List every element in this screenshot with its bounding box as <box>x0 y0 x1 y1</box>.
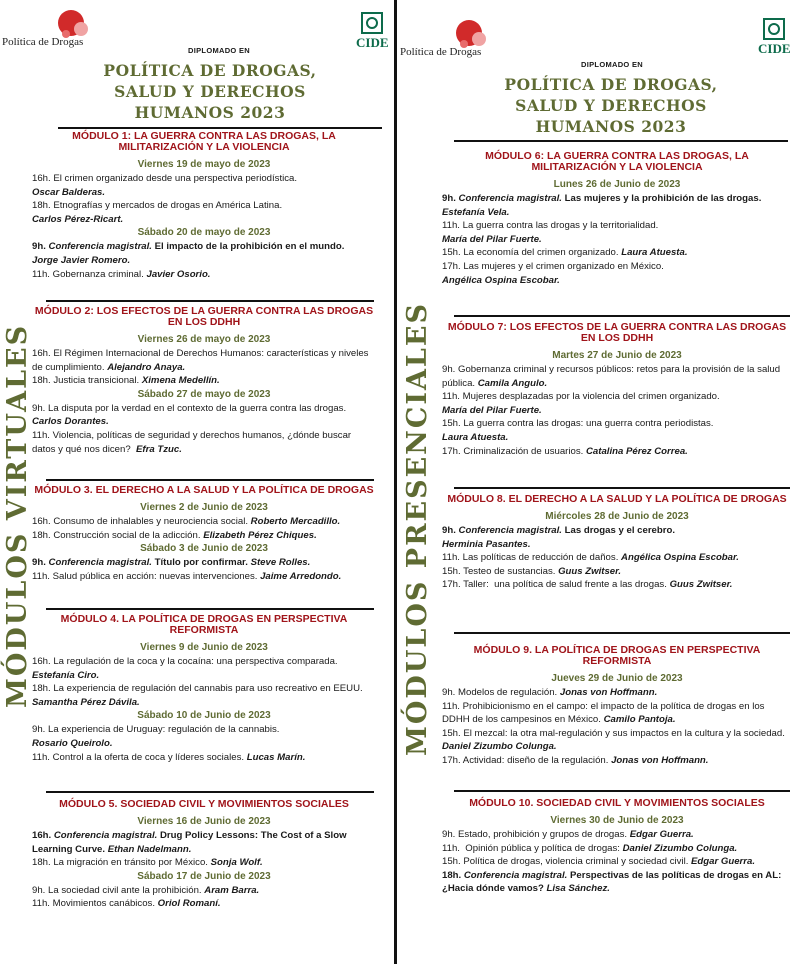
speaker-name: Jonas von Hoffmann. <box>611 754 709 766</box>
session-line <box>442 192 792 219</box>
speaker-name: Daniel Zizumbo Colunga. <box>622 842 738 854</box>
speaker-name: Elizabeth Pérez Chiques. <box>203 529 317 541</box>
module-divider <box>46 608 374 610</box>
module-divider <box>454 315 790 317</box>
module-title: MÓDULO 8. EL DERECHO A LA SALUD Y LA POLÍTICA DE DROGAS <box>447 493 787 505</box>
module-divider <box>46 300 374 302</box>
session-text: 18h. Etnografías y mercados de drogas en América Latina. <box>32 200 283 212</box>
session-text: 9h. <box>442 193 459 204</box>
keynote-label: Conferencia magistral. <box>53 830 158 841</box>
session-line <box>442 246 792 260</box>
speaker-name: Laura Atuesta. <box>621 247 688 259</box>
session-line <box>442 445 792 459</box>
session-line <box>442 700 792 727</box>
session-line <box>442 363 792 390</box>
session-line <box>32 737 376 751</box>
speaker-name: Rosario Queirolo. <box>32 737 113 749</box>
session-text: Las drogas y el cerebro. <box>561 525 676 536</box>
session-line <box>442 417 792 431</box>
speaker-name: Estefanía Ciro. <box>32 669 100 681</box>
politica-de-drogas-logo <box>400 18 510 62</box>
logo-text: Política de Drogas <box>2 36 84 48</box>
session-text: 17h. Las mujeres y el crimen organizado en México. <box>442 260 664 272</box>
session-line <box>32 429 376 456</box>
session-line <box>442 754 792 768</box>
module-divider <box>46 479 374 481</box>
session-text: 18h. Justicia transicional. <box>32 375 142 387</box>
session-line <box>32 669 376 683</box>
module-10 <box>442 798 792 896</box>
title-rule <box>454 140 788 142</box>
speaker-name: Herminia Pasantes. <box>442 538 531 550</box>
speaker-name: Carlos Dorantes. <box>32 416 109 428</box>
speaker-name: Aram Barra. <box>204 884 260 896</box>
side-label-virtuales: MÓDULOS VIRTUALES <box>2 323 33 708</box>
session-line <box>32 655 376 669</box>
session-line <box>32 570 376 584</box>
session-text: 9h. <box>32 557 49 569</box>
session-date: Jueves 29 de Junio de 2023 <box>551 673 683 684</box>
title-line: HUMANOS 2023 <box>535 117 687 136</box>
session-text: Título por confirmar. <box>151 557 251 569</box>
title-line: POLÍTICA DE DROGAS, <box>103 61 317 80</box>
speaker-name: Steve Rolles. <box>250 557 311 569</box>
session-text: 16h. Consumo de inhalables y neurociencia social. <box>32 516 251 527</box>
module-title: MÓDULO 9. LA POLÍTICA DE DROGAS EN PERSPECTIVA REFORMISTA <box>473 644 761 667</box>
speaker-name: Lucas Marín. <box>246 751 306 763</box>
speaker-name: Ximena Medellín. <box>141 375 220 387</box>
title-line: SALUD Y DERECHOS <box>515 96 707 115</box>
session-text: 11h. Gobernanza criminal. <box>32 268 147 280</box>
session-line <box>442 565 792 579</box>
session-line <box>32 751 376 765</box>
session-date: Viernes 30 de Junio de 2023 <box>550 815 684 826</box>
session-text: 16h. El crimen organizado desde una perspectiva periodística. <box>32 173 298 184</box>
session-line <box>442 686 792 700</box>
session-text: 15h. El mezcal: la otra mal-regulación y sus impactos en la cultura y la sociedad. <box>442 727 788 739</box>
module-title: MÓDULO 5. SOCIEDAD CIVIL Y MOVIMIENTOS SOCIALES <box>59 798 349 810</box>
session-text: 18h. <box>442 869 464 881</box>
session-line <box>32 254 376 268</box>
speaker-name: Guus Zwitser. <box>669 579 733 591</box>
session-line <box>442 828 792 842</box>
module-7 <box>442 322 792 458</box>
cide-emblem-icon <box>361 12 383 34</box>
session-date: Sábado 10 de Junio de 2023 <box>137 710 271 722</box>
session-text: 9h. Gobernanza criminal y recursos públicos: retos para la provisión de la salud pública. <box>442 364 783 389</box>
session-text: Drug Policy Lessons: The Cost of a Slow Learning Curve. <box>32 830 350 855</box>
session-date: Lunes 26 de Junio de 2023 <box>553 179 681 190</box>
session-line <box>32 347 376 374</box>
side-label-presenciales: MÓDULOS PRESENCIALES <box>402 302 433 756</box>
module-8 <box>442 494 792 592</box>
session-line <box>32 682 376 709</box>
session-line <box>32 415 376 429</box>
session-line <box>442 538 792 552</box>
title-line: POLÍTICA DE DROGAS, <box>504 75 718 94</box>
cide-emblem-icon <box>763 18 785 40</box>
speaker-name: Jorge Javier Romero. <box>32 254 131 266</box>
page-title <box>456 74 766 137</box>
session-text: 18h. La experiencia de regulación del cannabis para uso recreativo en EEUU. <box>32 683 366 695</box>
session-text: 11h. Violencia, políticas de seguridad y derechos humanos, ¿dónde buscar datos y qué nos dicen? <box>32 429 354 455</box>
session-date: Sábado 3 de Junio de 2023 <box>140 543 268 555</box>
speaker-name: Carlos Pérez-Ricart. <box>32 213 124 225</box>
module-title: MÓDULO 4. LA POLÍTICA DE DROGAS EN PERSPECTIVA REFORMISTA <box>60 613 348 636</box>
session-line <box>442 551 792 565</box>
keynote-label: Conferencia magistral. <box>463 869 568 881</box>
logo-text: Política de Drogas <box>400 46 482 58</box>
module-title: MÓDULO 1: LA GUERRA CONTRA LAS DROGAS, LA MILITARIZACIÓN Y LA VIOLENCIA <box>72 130 336 153</box>
session-text: 9h. La disputa por la verdad en el contexto de la guerra contra las drogas. <box>32 402 347 414</box>
module-4 <box>32 614 376 764</box>
session-text: 18h. Construcción social de la adicción. <box>32 529 204 541</box>
session-line <box>32 884 376 898</box>
session-line <box>32 186 376 200</box>
speaker-name: Edgar Guerra. <box>691 856 756 868</box>
diplomado-label: DIPLOMADO EN <box>188 46 250 55</box>
session-text: 15h. La economía del crimen organizado. <box>442 247 622 259</box>
session-line <box>32 268 376 282</box>
title-line: HUMANOS 2023 <box>134 103 286 122</box>
module-divider <box>454 790 790 792</box>
session-line <box>442 431 792 445</box>
session-text: 17h. Taller: una política de salud frente a las drogas. <box>442 579 670 591</box>
speaker-name: Sonja Wolf. <box>210 857 263 869</box>
session-text: 11h. Control a la oferta de coca y líderes sociales. <box>32 751 247 763</box>
module-title: MÓDULO 7: LOS EFECTOS DE LA GUERRA CONTRA LAS DROGAS EN LOS DDHH <box>447 321 787 344</box>
session-line <box>32 723 376 737</box>
title-rule <box>58 127 382 129</box>
session-line <box>442 842 792 856</box>
title-line: SALUD Y DERECHOS <box>114 82 306 101</box>
speaker-name: Edgar Guerra. <box>629 829 694 840</box>
speaker-name: Oriol Romaní. <box>157 898 221 910</box>
module-9 <box>442 645 792 768</box>
speaker-name: Catalina Pérez Correa. <box>585 445 688 457</box>
session-text: El impacto de la prohibición en el mundo. <box>151 241 345 253</box>
speaker-name: María del Pilar Fuerte. <box>442 404 542 416</box>
module-title: MÓDULO 10. SOCIEDAD CIVIL Y MOVIMIENTOS SOCIALES <box>469 797 765 809</box>
module-divider <box>46 791 374 793</box>
session-line <box>32 529 376 543</box>
module-title: MÓDULO 2: LOS EFECTOS DE LA GUERRA CONTRA LAS DROGAS EN LOS DDHH <box>34 305 374 328</box>
module-divider <box>454 632 790 634</box>
session-line <box>32 199 376 213</box>
session-line <box>442 869 792 896</box>
session-date: Viernes 9 de Junio de 2023 <box>140 642 268 653</box>
session-text: 9h. La sociedad civil ante la prohibición. <box>32 884 205 896</box>
speaker-name: Angélica Ospina Escobar. <box>621 552 739 564</box>
session-text: 15h. La guerra contra las drogas: una guerra contra periodistas. <box>442 418 714 430</box>
session-line <box>442 233 792 247</box>
session-text: 18h. La migración en tránsito por México. <box>32 857 211 869</box>
session-line <box>32 374 376 388</box>
session-line <box>442 274 792 288</box>
module-divider <box>454 487 790 489</box>
module-2 <box>32 306 376 456</box>
session-text: 11h. Las políticas de reducción de daños. <box>442 552 622 564</box>
keynote-label: Conferencia magistral. <box>48 241 152 253</box>
session-date: Viernes 19 de mayo de 2023 <box>137 159 271 170</box>
session-text: 11h. La guerra contra las drogas y la territorialidad. <box>442 220 659 232</box>
session-line <box>442 404 792 418</box>
session-date: Miércoles 28 de Junio de 2023 <box>545 511 689 522</box>
session-date: Martes 27 de Junio de 2023 <box>552 350 682 361</box>
session-date: Sábado 20 de mayo de 2023 <box>137 227 271 239</box>
session-date: Sábado 17 de Junio de 2023 <box>137 870 271 882</box>
diplomado-label: DIPLOMADO EN <box>581 60 643 69</box>
session-date: Viernes 26 de mayo de 2023 <box>137 334 271 345</box>
session-line <box>442 727 792 754</box>
cide-logo <box>758 18 791 57</box>
session-line <box>32 402 376 416</box>
session-text: 9h. La experiencia de Uruguay: regulación de la cannabis. <box>32 724 280 736</box>
session-text: 9h. Modelos de regulación. <box>442 687 560 698</box>
session-text: 11h. Opinión pública y política de drogas: <box>442 842 623 854</box>
speaker-name: Estefanía Vela. <box>442 206 510 218</box>
session-line <box>32 897 376 911</box>
session-text: 11h. Mujeres desplazadas por la violencia del crimen organizado. <box>442 391 720 403</box>
session-line <box>32 213 376 227</box>
session-line <box>442 260 792 274</box>
right-panel <box>398 0 794 964</box>
session-line <box>32 856 376 870</box>
speaker-name: Camilo Pantoja. <box>603 714 676 726</box>
session-line <box>442 524 792 538</box>
session-line <box>32 556 376 570</box>
session-text: 16h. La regulación de la coca y la cocaína: una perspectiva comparada. <box>32 656 338 667</box>
speaker-name: Samantha Pérez Dávila. <box>32 696 140 708</box>
page-title <box>60 60 360 123</box>
session-text: 16h. <box>32 830 54 841</box>
session-line <box>442 390 792 404</box>
session-text: 9h. Estado, prohibición y grupos de drogas. <box>442 829 630 840</box>
keynote-label: Conferencia magistral. <box>48 557 152 569</box>
speaker-name: Oscar Balderas. <box>32 186 106 198</box>
session-text: 11h. Salud pública en acción: nuevas intervenciones. <box>32 570 261 582</box>
session-line <box>32 240 376 254</box>
speaker-name: Ethan Nadelmann. <box>107 843 192 855</box>
session-text: 11h. Prohibicionismo en el campo: el impacto de la política de drogas en los DDHH de los campesinos en México. <box>442 700 768 726</box>
session-text: 9h. <box>442 525 459 536</box>
cide-text: CIDE <box>356 35 389 50</box>
session-text: 11h. Movimientos canábicos. <box>32 898 158 910</box>
speaker-name: Lisa Sánchez. <box>546 883 610 895</box>
keynote-label: Conferencia magistral. <box>458 193 562 204</box>
speaker-name: Angélica Ospina Escobar. <box>442 274 560 286</box>
session-text: 17h. Criminalización de usuarios. <box>442 445 586 457</box>
session-line <box>32 829 376 856</box>
session-line <box>442 855 792 869</box>
cide-text: CIDE <box>758 41 791 56</box>
session-text: 15h. Testeo de sustancias. <box>442 565 559 577</box>
keynote-label: Conferencia magistral. <box>458 525 562 536</box>
left-panel <box>0 0 394 964</box>
speaker-name: Efra Tzuc. <box>136 443 182 455</box>
session-text: 17h. Actividad: diseño de la regulación. <box>442 754 612 766</box>
speaker-name: Roberto Mercadillo. <box>250 516 341 527</box>
session-text: 16h. El Régimen Internacional de Derechos Humanos: características y niveles de cumplimiento. <box>32 348 372 373</box>
session-date: Sábado 27 de mayo de 2023 <box>137 388 271 400</box>
session-date: Viernes 16 de Junio de 2023 <box>137 816 271 827</box>
session-date: Viernes 2 de Junio de 2023 <box>140 502 268 513</box>
speaker-name: Guus Zwitser. <box>558 565 622 577</box>
session-text: 9h. <box>32 241 49 253</box>
speaker-name: Camila Angulo. <box>477 377 548 389</box>
module-6 <box>442 151 792 287</box>
module-3 <box>32 485 376 583</box>
session-text: 15h. Política de drogas, violencia criminal y sociedad civil. <box>442 856 692 868</box>
module-5 <box>32 799 376 911</box>
speaker-name: Jaime Arredondo. <box>260 570 342 582</box>
panel-divider <box>394 0 397 964</box>
speaker-name: Jonas von Hoffmann. <box>559 687 658 698</box>
module-1 <box>32 131 376 281</box>
session-line <box>32 172 376 186</box>
module-title: MÓDULO 3. EL DERECHO A LA SALUD Y LA POLÍTICA DE DROGAS <box>34 484 374 496</box>
session-line <box>32 515 376 529</box>
speaker-name: Alejandro Anaya. <box>107 361 186 373</box>
speaker-name: Laura Atuesta. <box>442 431 509 443</box>
session-text: Perspectivas de las políticas de drogas en AL: ¿Hacia dónde vamos? <box>442 869 784 895</box>
module-title: MÓDULO 6: LA GUERRA CONTRA LAS DROGAS, LA MILITARIZACIÓN Y LA VIOLENCIA <box>485 150 749 173</box>
speaker-name: María del Pilar Fuerte. <box>442 233 542 245</box>
speaker-name: Javier Osorio. <box>146 268 211 280</box>
session-line <box>442 578 792 592</box>
session-line <box>442 219 792 233</box>
session-text: Las mujeres y la prohibición de las drogas. <box>561 193 765 204</box>
speaker-name: Daniel Zizumbo Colunga. <box>442 741 557 753</box>
